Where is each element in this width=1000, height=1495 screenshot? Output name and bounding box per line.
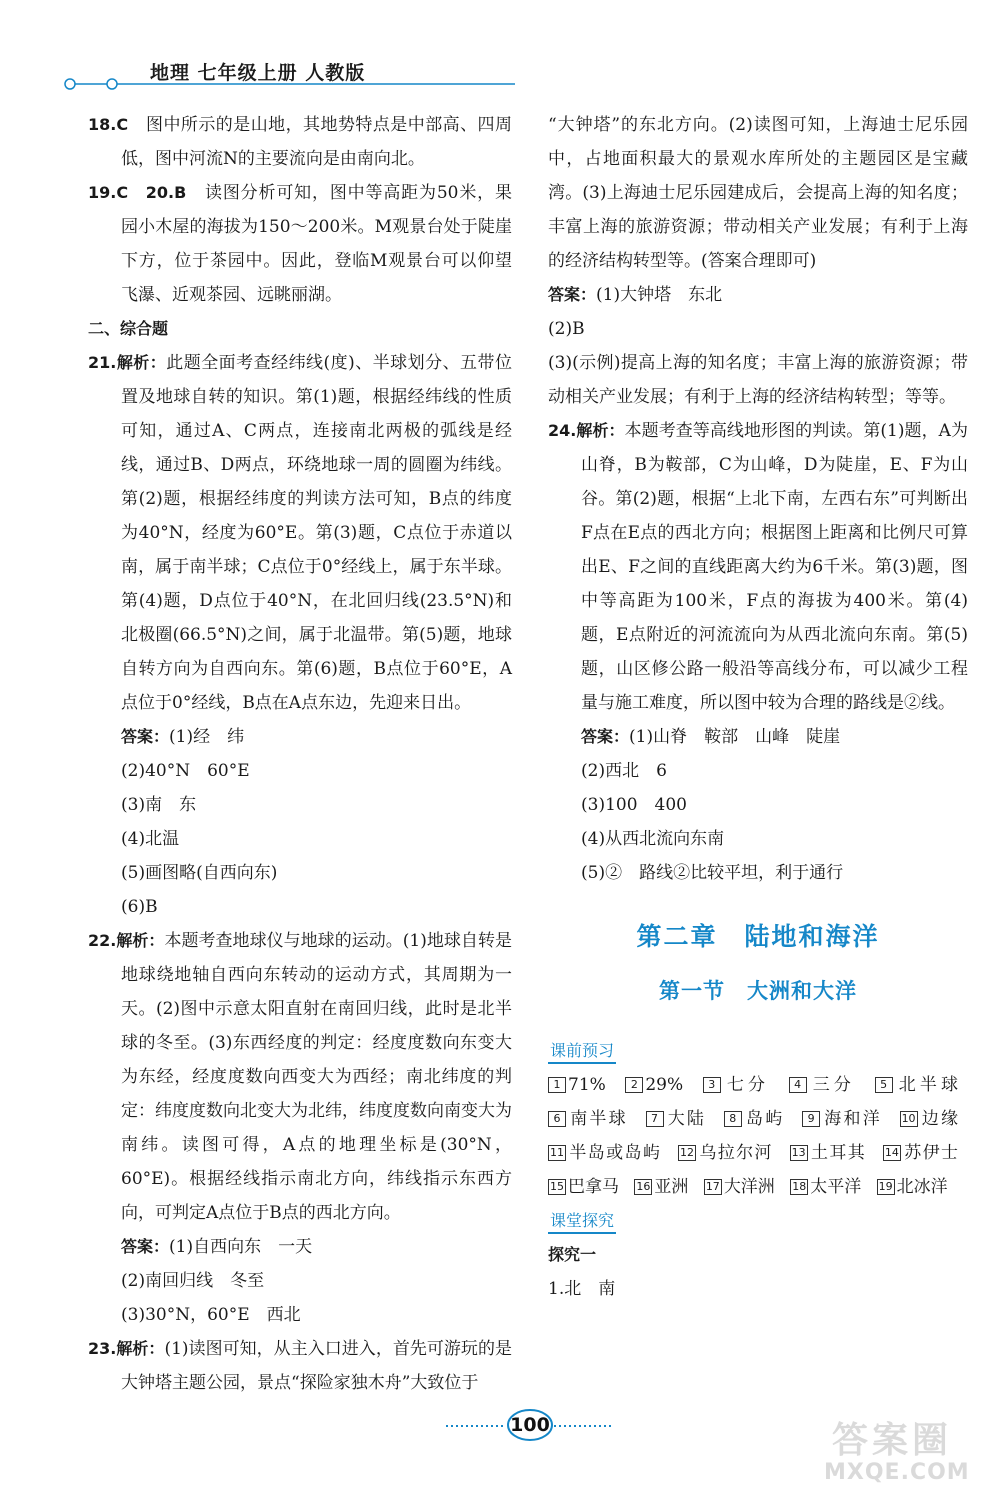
- item-answer: 苏伊士: [902, 1143, 959, 1163]
- answer-paragraph: [88, 346, 512, 720]
- answer-paragraph: [88, 312, 512, 346]
- answer-paragraph: [88, 1332, 512, 1400]
- item-answer: 岛屿: [743, 1109, 785, 1129]
- watermark-bottom: MXQE.COM: [824, 1460, 970, 1485]
- item-answer: 七分: [722, 1075, 770, 1095]
- answer-text: 读图分析可知，图中等高距为50米，果园小木屋的海拔为150～200米。M观景台处于陡崖下方，位于茶园中。因此，登临M观景台可以仰望飞瀑、近观茶园、远眺丽湖。: [121, 183, 512, 305]
- answer-text: 此题全面考查经纬线(度)、半球划分、五带位置及地球自转的知识。第(1)题，根据经纬线的性质可知，通过A、C两点，连接南北两极的弧线是经线，通过B、D两点，环绕地球一周的圆圈为纬线。第(2)题，根据经纬度的判读方法可知，B点的纬度为40°N，经度为60°E。第(3)题，C点位于赤道以南，属于南半球；C点位于0°经线上，属于东半球。第(4)题，D点位于40°N，在北回归线(23.5°N)和北极圈(66.5°N)之间，属于北温带。第(5)题，地球自转方向为自西向东。第(6)题，B点位于60°E，A点位于0°经线，B点在A点东边，先迎来日出。: [121, 353, 512, 713]
- answer-paragraph: [548, 312, 968, 346]
- left-column: [88, 108, 512, 1400]
- answer-paragraph: [88, 822, 512, 856]
- item-number-badge: 11: [550, 1146, 564, 1159]
- preview-item: [789, 1075, 855, 1095]
- answer-text: “大钟塔”的东北方向。(2)读图可知，上海迪士尼乐园中，占地面积最大的景观水库所处的主题园区是宝藏湾。(3)上海迪士尼乐园建成后，会提高上海的知名度；丰富上海的旅游资源；带动相关产业发展；有利于上海的经济结构转型等。(答案合理即可): [548, 115, 968, 271]
- preview-item: [900, 1109, 958, 1129]
- answer-text: 本题考查等高线地形图的判读。第(1)题，A为山脊，B为鞍部，C为山峰，D为陡崖，E、F为山谷。第(2)题，根据“上北下南，左西右东”可判断出F点在E点的西北方向；根据图上距离和比例尺可算出E、F之间的直线距离大约为6千米。第(3)题，图中等高距为100米，F点的海拔为400米。第(4)题，E点附近的河流流向为从西北流向东南。第(5)题，山区修公路一般沿等高线分布，可以减少工程量与施工难度，所以图中较为合理的路线是②线。: [581, 421, 968, 713]
- answer-label: 22.解析：: [88, 931, 165, 950]
- item-number-badge: 17: [705, 1180, 720, 1193]
- answer-label: 21.解析：: [88, 353, 167, 372]
- item-number-badge: 9: [802, 1111, 820, 1127]
- answer-label: 19.C 20.B: [88, 183, 187, 202]
- answer-label: 24.解析：: [548, 421, 625, 440]
- item-answer: 土耳其: [809, 1143, 867, 1163]
- answer-text: (3)100 400: [581, 795, 687, 815]
- answer-text: (2)40°N 60°E: [121, 761, 250, 781]
- watermark-logo: [818, 1408, 990, 1488]
- watermark-top: 答案圈: [832, 1420, 953, 1461]
- preview-tag: 课前预习: [548, 1040, 616, 1064]
- chapter-title: 第二章 陆地和海洋: [636, 922, 880, 951]
- preview-item: [548, 1177, 619, 1197]
- item-answer: 亚洲: [654, 1177, 689, 1197]
- answer-text: (1)自西向东 一天: [169, 1237, 313, 1257]
- answer-label: 18.C: [88, 115, 129, 134]
- answer-paragraph: [548, 414, 968, 720]
- preview-items: [548, 1068, 968, 1204]
- answer-text: 本题考查地球仪与地球的运动。(1)地球自转是地球绕地轴自西向东转动的运动方式，其周期为一天。(2)图中示意太阳直射在南回归线，此时是北半球的冬至。(3)东西经度的判定：经度度数向东变大为东经，经度度数向西变大为西经；南北纬度的判定：纬度度数向北变大为北纬，纬度度数向南变大为南纬。读图可得，A点的地理坐标是(30°N，60°E)。根据经线指示南北方向，纬线指示东西方向，可判定A点位于B点的西北方向。: [121, 931, 512, 1223]
- preview-item: [548, 1109, 628, 1129]
- item-number-badge: 7: [646, 1111, 664, 1127]
- answer-text: (3)30°N，60°E 西北: [121, 1305, 301, 1325]
- explore-tag: 课堂探究: [548, 1210, 616, 1234]
- explore-title: 探究一: [548, 1245, 597, 1264]
- answer-text: (3)(示例)提高上海的知名度；丰富上海的旅游资源；带动相关产业发展；有利于上海的经济结构转型；等等。: [548, 353, 968, 407]
- preview-item: [877, 1177, 948, 1197]
- answer-paragraph: [548, 788, 968, 822]
- item-number-badge: 2: [625, 1077, 643, 1093]
- answer-paragraph: [548, 720, 968, 754]
- page-header: [60, 52, 520, 92]
- answer-label: 二、综合题: [88, 319, 169, 338]
- answer-paragraph: [88, 108, 512, 176]
- item-answer: 太平洋: [810, 1177, 862, 1197]
- item-answer: 大洋洲: [723, 1177, 775, 1197]
- item-answer: 乌拉尔河: [698, 1143, 773, 1163]
- page-number: [440, 1406, 620, 1446]
- answer-paragraph: [548, 754, 968, 788]
- item-number-badge: 3: [703, 1077, 721, 1093]
- answer-paragraph: [88, 1264, 512, 1298]
- item-answer: 海和洋: [822, 1109, 882, 1129]
- answer-paragraph: [88, 1298, 512, 1332]
- item-number-badge: 19: [878, 1180, 893, 1193]
- item-number-badge: 4: [789, 1077, 807, 1093]
- item-answer: 巴拿马: [568, 1177, 619, 1197]
- answer-text: (2)南回归线 冬至: [121, 1271, 265, 1291]
- preview-item: [724, 1109, 785, 1129]
- item-number-badge: 13: [791, 1146, 806, 1159]
- item-number-badge: 1: [548, 1077, 566, 1093]
- preview-item: [875, 1075, 958, 1095]
- answer-paragraph: [548, 346, 968, 414]
- answer-text: (2)B: [548, 319, 585, 339]
- item-number-badge: 18: [792, 1180, 807, 1193]
- item-answer: 三分: [808, 1075, 856, 1095]
- item-answer: 29%: [645, 1075, 684, 1095]
- answer-paragraph: [548, 278, 968, 312]
- explore-line: 1.北 南: [548, 1279, 616, 1299]
- preview-item: [704, 1177, 775, 1197]
- section-title: 第一节 大洲和大洋: [659, 979, 857, 1003]
- preview-item: [790, 1143, 866, 1163]
- answer-paragraph: [88, 856, 512, 890]
- answer-text: (3)南 东: [121, 795, 197, 815]
- answer-paragraph: [88, 754, 512, 788]
- right-column: [548, 108, 968, 1306]
- answer-text: (1)读图可知，从主入口进入，首先可游玩的是大钟塔主题公园，景点“探险家独木舟”大致位于: [121, 1339, 512, 1393]
- item-answer: 北冰洋: [896, 1177, 948, 1197]
- right-answers: [548, 108, 968, 890]
- preview-item: [548, 1143, 661, 1163]
- item-number-badge: 12: [680, 1146, 695, 1159]
- preview-item: [790, 1177, 861, 1197]
- preview-item: [548, 1075, 606, 1095]
- preview-item: [678, 1143, 773, 1163]
- answer-paragraph: [548, 108, 968, 278]
- answer-label: 答案：: [121, 727, 170, 746]
- preview-item: [802, 1109, 882, 1129]
- answer-paragraph: [88, 176, 512, 312]
- answer-paragraph: [88, 1230, 512, 1264]
- preview-item: [634, 1177, 688, 1197]
- answer-text: (1)经 纬: [169, 727, 245, 747]
- answer-paragraph: [88, 788, 512, 822]
- preview-item: [703, 1075, 769, 1095]
- preview-item: [883, 1143, 958, 1163]
- item-answer: 南半球: [568, 1109, 628, 1129]
- answer-label: 23.解析：: [88, 1339, 165, 1358]
- answer-paragraph: [88, 720, 512, 754]
- answer-text: 图中所示的是山地，其地势特点是中部高、四周低，图中河流N的主要流向是由南向北。: [121, 115, 513, 169]
- item-number-badge: 10: [901, 1112, 916, 1125]
- answer-paragraph: [548, 822, 968, 856]
- answer-label: 答案：: [121, 1237, 170, 1256]
- answer-text: (5)② 路线②比较平坦，利于通行: [581, 863, 844, 883]
- answer-text: (6)B: [121, 897, 158, 917]
- item-number-badge: 14: [884, 1146, 899, 1159]
- item-number-badge: 8: [724, 1111, 742, 1127]
- item-answer: 半岛或岛屿: [568, 1143, 662, 1163]
- item-number-badge: 16: [636, 1180, 651, 1193]
- item-number-badge: 6: [548, 1111, 566, 1127]
- answer-text: (2)西北 6: [581, 761, 667, 781]
- item-answer: 北半球: [894, 1075, 959, 1095]
- answer-paragraph: [88, 890, 512, 924]
- item-number-badge: 5: [875, 1077, 893, 1093]
- answer-paragraph: [88, 924, 512, 1230]
- answer-label: 答案：: [581, 727, 630, 746]
- item-answer: 71%: [568, 1075, 606, 1095]
- preview-item: [646, 1109, 707, 1129]
- item-number-badge: 15: [550, 1180, 564, 1193]
- answer-text: (5)画图略(自西向东): [121, 863, 278, 883]
- answer-text: (1)大钟塔 东北: [596, 285, 723, 305]
- header-title: 地理 七年级上册 人教版: [150, 62, 366, 84]
- preview-item: [625, 1075, 683, 1095]
- answer-text: (4)北温: [121, 829, 180, 849]
- answer-text: (1)山脊 鞍部 山峰 陡崖: [629, 727, 841, 747]
- answer-label: 答案：: [548, 285, 597, 304]
- item-answer: 边缘: [919, 1109, 958, 1129]
- answer-text: (4)从西北流向东南: [581, 829, 725, 849]
- page-number-text: 100: [510, 1414, 550, 1436]
- answer-paragraph: [548, 856, 968, 890]
- item-answer: 大陆: [665, 1109, 707, 1129]
